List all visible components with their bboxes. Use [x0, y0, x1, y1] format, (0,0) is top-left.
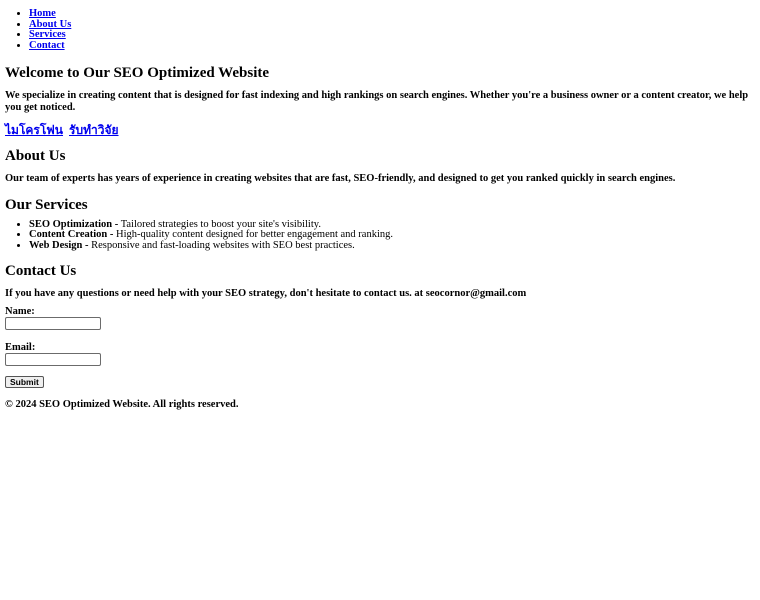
field-spacer [5, 330, 755, 342]
hero-text: We specialize in creating content that is designed for fast indexing and high rankings on search engines. Whether you're a business owner or a content creator, we help you get noticed. [5, 89, 749, 114]
service-name: Web Design - [29, 240, 89, 251]
contact-text: If you have any questions or need help with your SEO strategy, don't hesitate to contact us. at seocornor@gmail.com [5, 287, 527, 299]
service-desc: Tailored strategies to boost your site's visibility. [118, 218, 321, 230]
hero-title: Welcome to Our SEO Optimized Website [5, 64, 270, 81]
service-item [29, 241, 755, 252]
submit-button[interactable]: Submit [5, 376, 44, 388]
nav-item-contact [29, 41, 755, 52]
about-text: Our team of experts has years of experience in creating websites that are fast, SEO-friendly, and designed to get you ranked quickly in search engines. [5, 173, 676, 184]
link-research[interactable]: รับทำวิจัย [69, 123, 119, 137]
nav-item-about [29, 20, 755, 31]
nav-link-services[interactable]: Services [29, 29, 66, 41]
service-desc: High-quality content designed for better engagement and ranking. [113, 229, 394, 241]
about-title: About Us [5, 148, 66, 164]
nav-link-about[interactable]: About Us [29, 18, 72, 30]
email-input[interactable] [5, 353, 101, 366]
service-name: SEO Optimization - [29, 218, 119, 230]
contact-form [5, 306, 755, 390]
nav-link-home[interactable]: Home [29, 8, 56, 19]
name-label: Name: [5, 306, 35, 318]
nav-list [5, 0, 755, 52]
service-desc: Responsive and fast-loading websites with SEO best practices. [88, 240, 355, 251]
services-title: Our Services [5, 196, 88, 213]
services-list [5, 220, 755, 252]
footer-text: © 2024 SEO Optimized Website. All rights reserved. [5, 398, 239, 410]
link-microphone[interactable]: ไมโครโฟน [5, 123, 64, 137]
email-label: Email: [5, 342, 36, 354]
name-input[interactable] [5, 317, 101, 330]
main-nav [5, 0, 755, 52]
nav-link-contact[interactable]: Contact [29, 40, 65, 52]
nav-item-home [29, 9, 755, 20]
external-links [5, 123, 755, 137]
service-name: Content Creation - [29, 229, 114, 241]
nav-item-services [29, 30, 755, 41]
contact-title: Contact Us [5, 262, 77, 279]
